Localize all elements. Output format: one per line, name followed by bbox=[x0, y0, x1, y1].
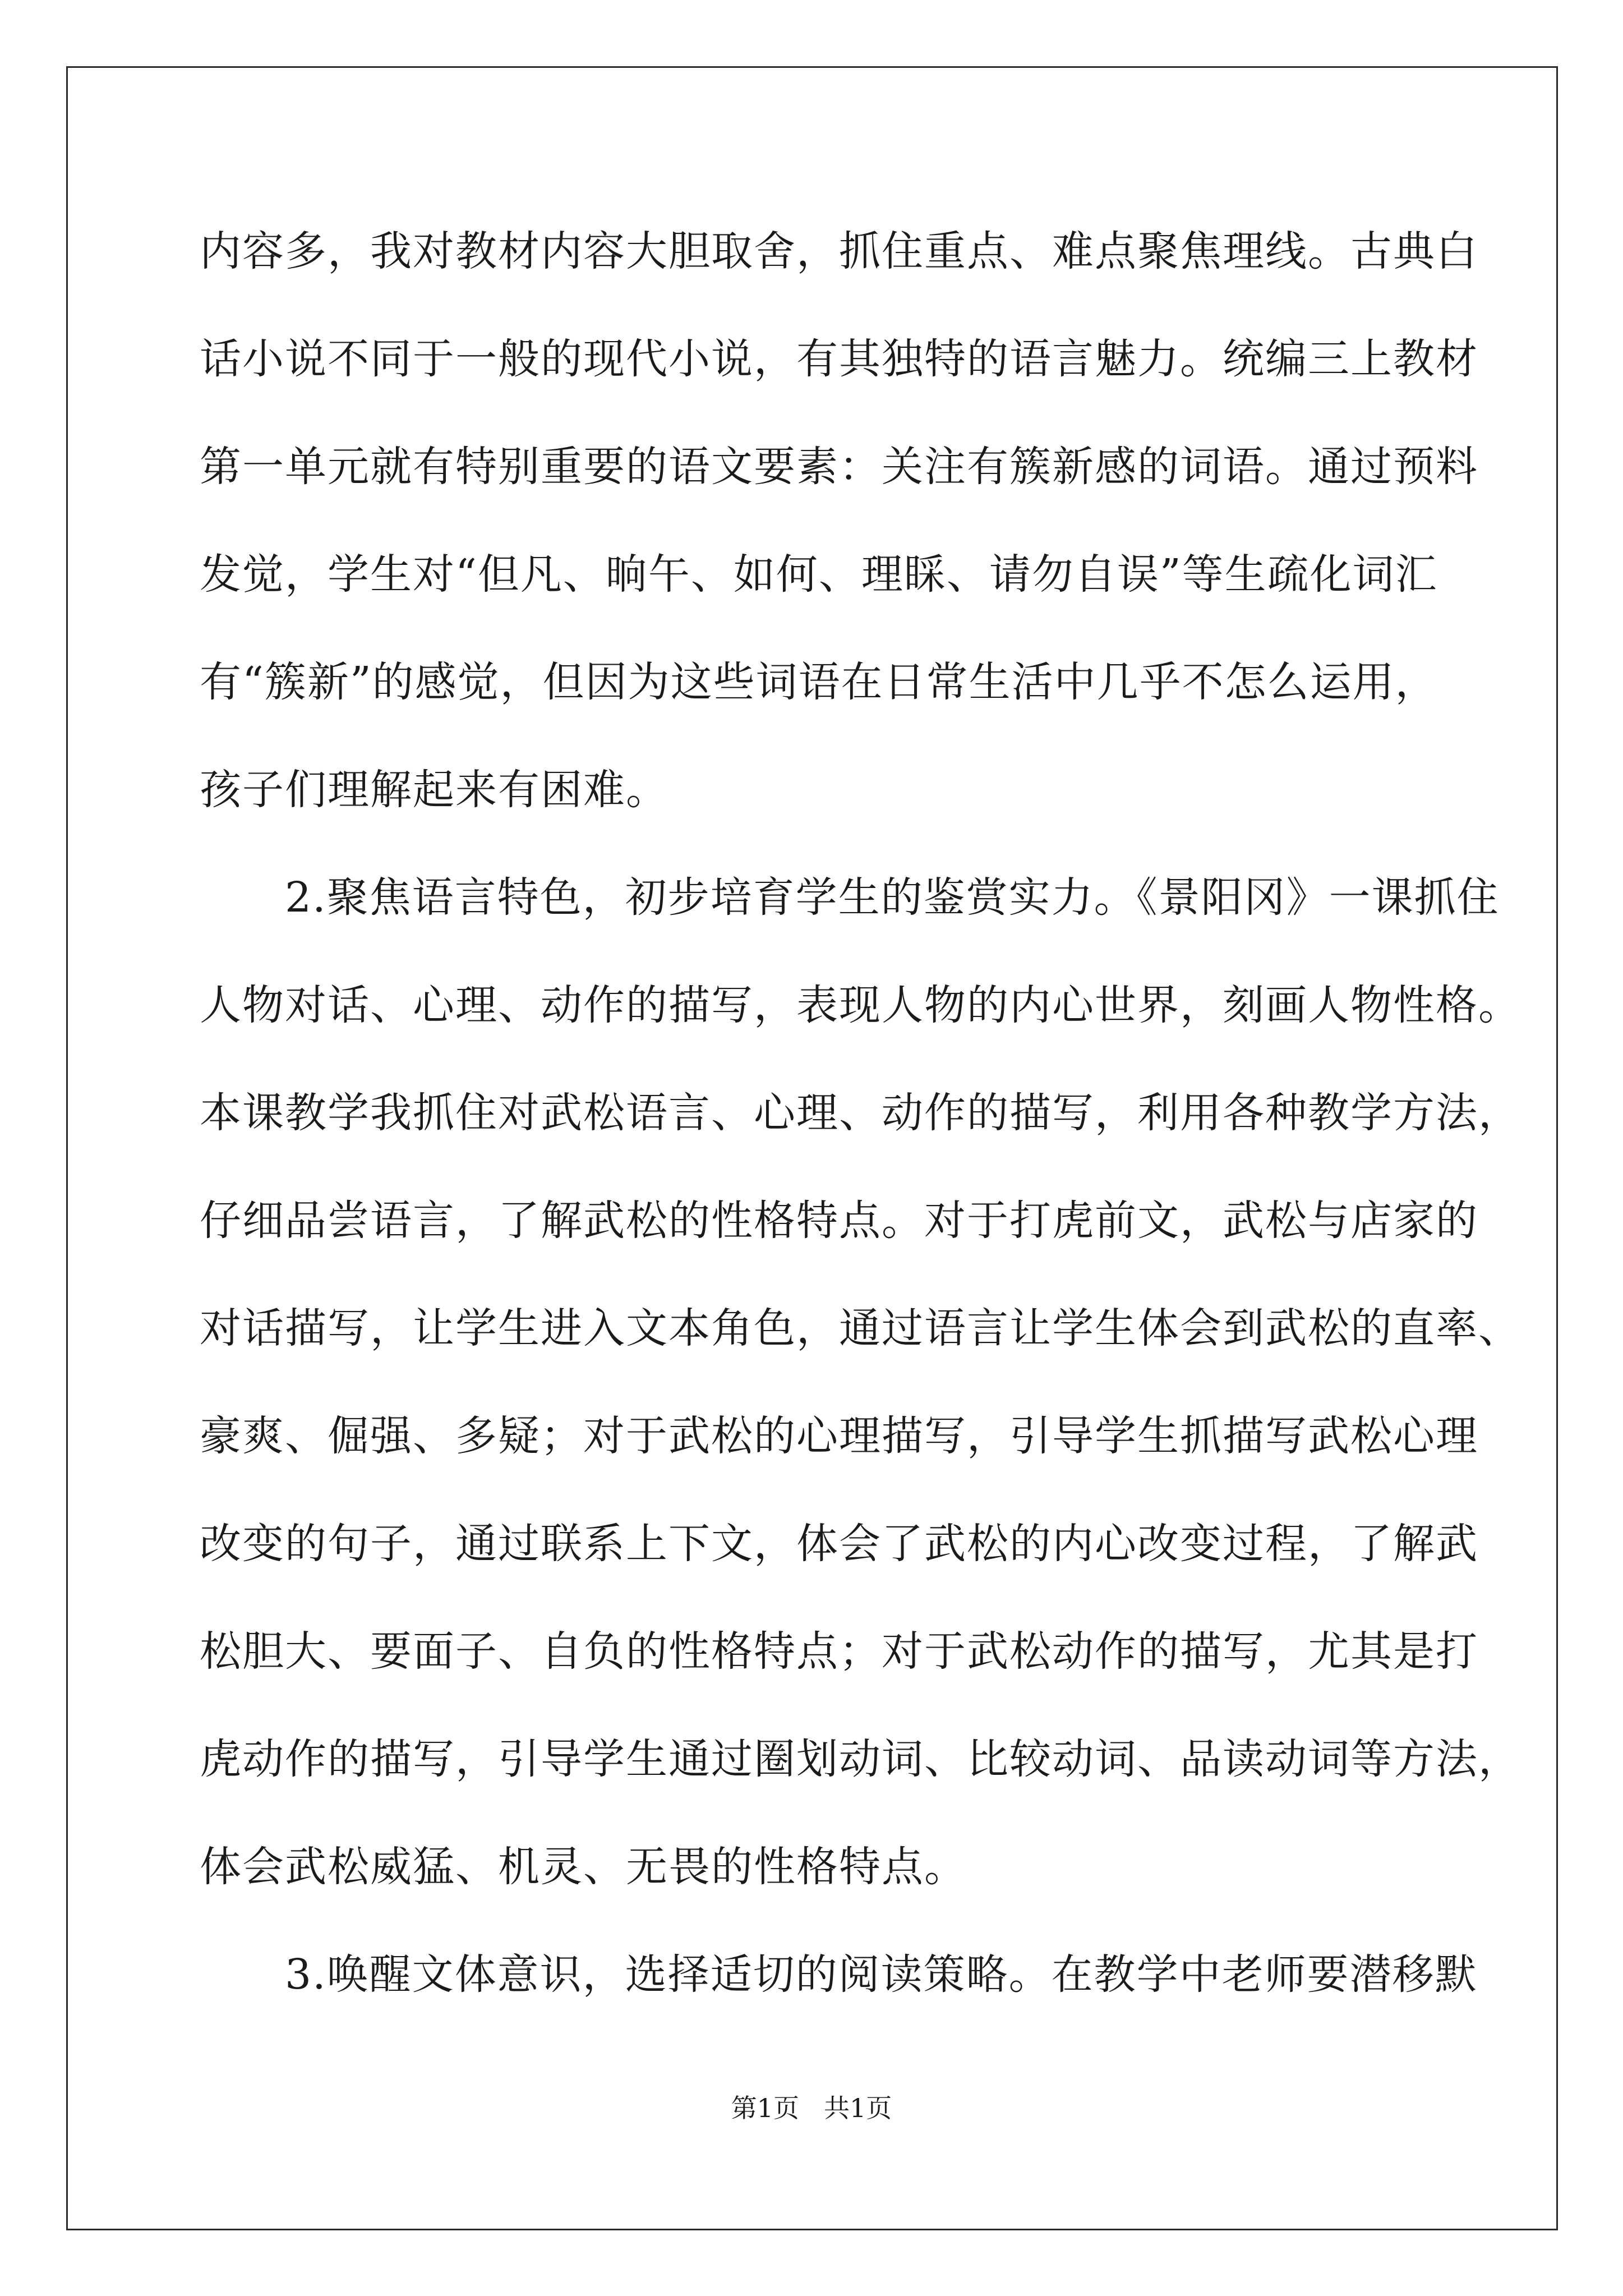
text-line: 2.聚焦语言特色，初步培育学生的鉴赏实力。《景阳冈》一课抓住 bbox=[200, 873, 1500, 922]
text-line: 第一单元就有特别重要的语文要素：关注有簇新感的词语。通过预料 bbox=[200, 443, 1478, 491]
page-footer bbox=[0, 2091, 1623, 2125]
page-number: 第1页 bbox=[731, 2093, 799, 2123]
text-line: 松胆大、要面子、自负的性格特点；对于武松动作的描写，尤其是打 bbox=[200, 1627, 1478, 1676]
text-line: 虎动作的描写，引导学生通过圈划动词、比较动词、品读动词等方法， bbox=[200, 1735, 1521, 1783]
text-line: 发觉，学生对“但凡、晌午、如何、理睬、请勿自误”等生疏化词汇 bbox=[200, 550, 1438, 599]
text-line: 3.唤醒文体意识，选择适切的阅读策略。在教学中老师要潜移默 bbox=[200, 1950, 1478, 1999]
text-line: 有“簇新”的感觉，但因为这些词语在日常生活中几乎不怎么运用， bbox=[200, 658, 1438, 706]
text-line: 话小说不同于一般的现代小说，有其独特的语言魅力。统编三上教材 bbox=[200, 335, 1478, 383]
text-line: 孩子们理解起来有困难。 bbox=[200, 766, 668, 814]
page-total: 共1页 bbox=[824, 2093, 892, 2123]
text-line: 内容多，我对教材内容大胆取舍，抓住重点、难点聚焦理线。古典白 bbox=[200, 227, 1478, 275]
text-line: 仔细品尝语言，了解武松的性格特点。对于打虎前文，武松与店家的 bbox=[200, 1197, 1478, 1245]
document-body bbox=[200, 218, 1521, 2049]
text-line: 体会武松威猛、机灵、无畏的性格特点。 bbox=[200, 1843, 967, 1891]
text-line: 改变的句子，通过联系上下文，体会了武松的内心改变过程，了解武 bbox=[200, 1520, 1478, 1568]
text-line: 本课教学我抓住对武松语言、心理、动作的描写，利用各种教学方法， bbox=[200, 1089, 1521, 1137]
text-line: 人物对话、心理、动作的描写，表现人物的内心世界，刻画人物性格。 bbox=[200, 981, 1521, 1029]
text-line: 豪爽、倔强、多疑；对于武松的心理描写，引导学生抓描写武松心理 bbox=[200, 1412, 1478, 1460]
text-line: 对话描写，让学生进入文本角色，通过语言让学生体会到武松的直率、 bbox=[200, 1304, 1521, 1352]
